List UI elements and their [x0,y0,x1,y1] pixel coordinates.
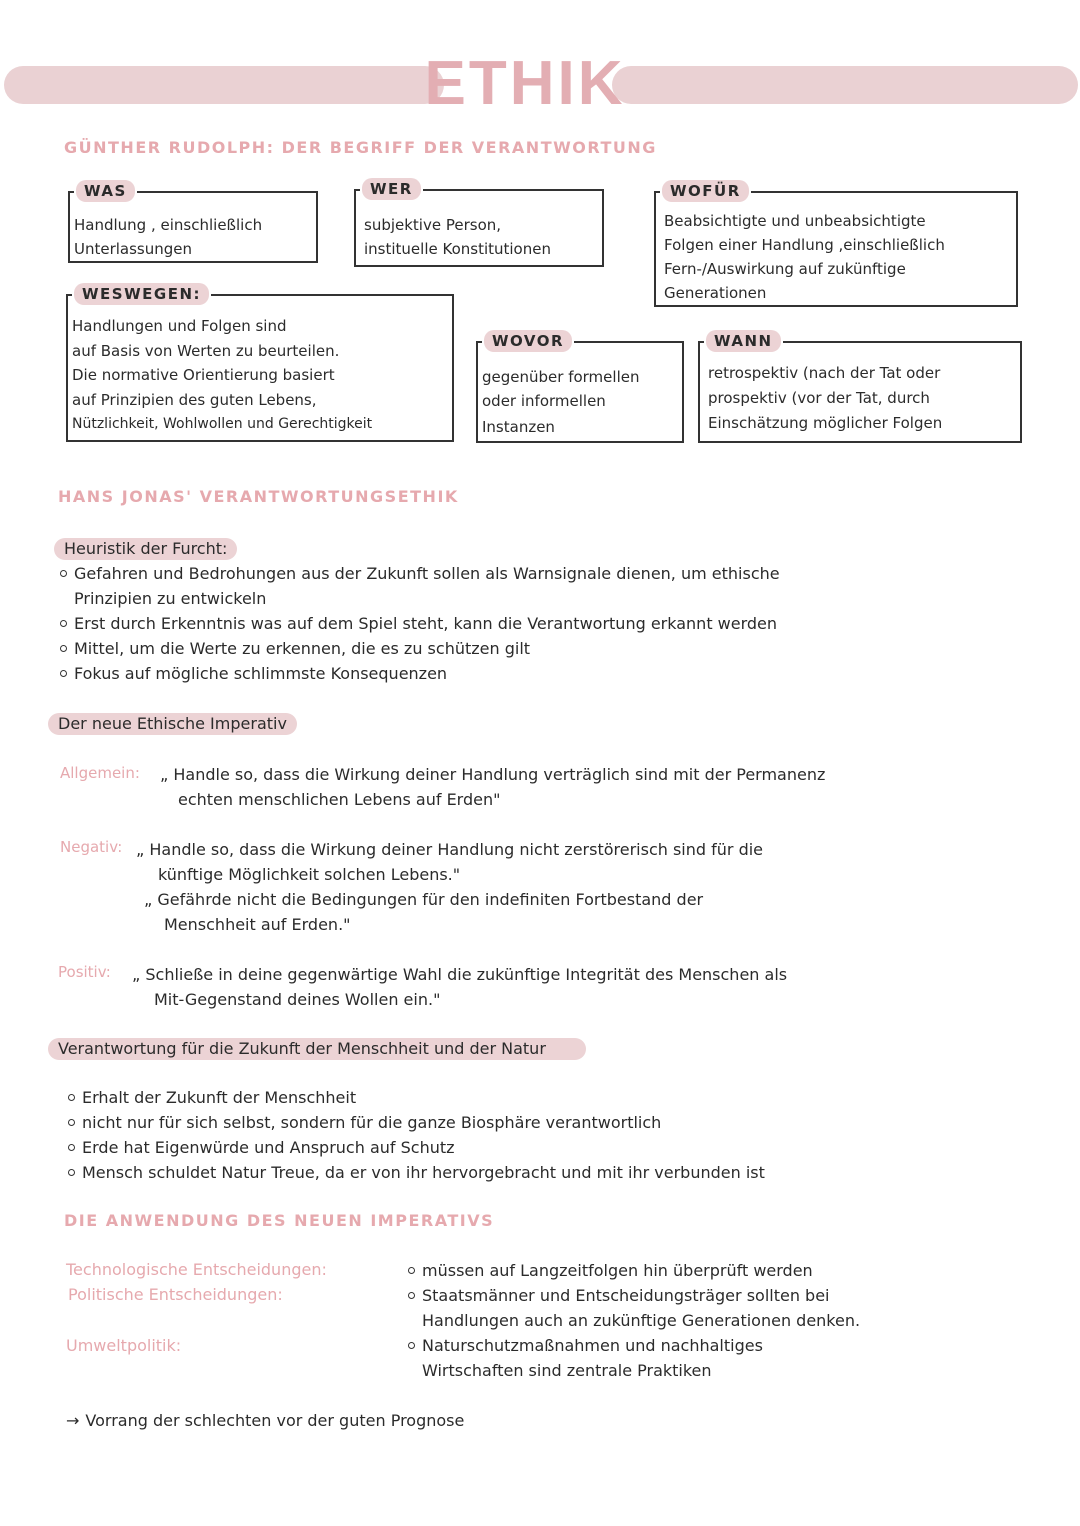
technologie-label: Technologische Entscheidungen: [66,1260,327,1279]
list-item-continuation: Handlungen auch an zukünftige Generationen denken. [422,1311,861,1330]
umwelt-label: Umweltpolitik: [66,1336,182,1355]
negativ-line: künftige Möglichkeit solchen Lebens." [158,865,461,884]
list-item: Erde hat Eigenwürde und Anspruch auf Schutz [66,1135,765,1160]
negativ-line: Menschheit auf Erden." [164,915,351,934]
box-weswegen-line: auf Prinzipien des guten Lebens, [72,391,317,409]
page-title: ETHIK [424,49,626,118]
title-bar-right [612,66,1078,104]
allgemein-label: Allgemein: [60,764,140,782]
box-wer [354,180,604,267]
negativ-line: „ Gefährde nicht die Bedingungen für den indefiniten Fortbestand der [144,890,704,909]
imperativ-label: Der neue Ethische Imperativ [48,713,297,735]
box-wovor-line: Instanzen [482,418,555,436]
box-wovor-label: WOVOR [484,330,572,352]
list-item: nicht nur für sich selbst, sondern für die ganze Biosphäre verantwortlich [66,1110,765,1135]
list-item: Naturschutzmaßnahmen und nachhaltiges [406,1333,860,1358]
box-weswegen-line: Nützlichkeit, Wohlwollen und Gerechtigkeit [72,416,373,432]
box-was-label: WAS [76,180,135,202]
box-wovor-line: oder informellen [482,392,606,410]
list-item: müssen auf Langzeitfolgen hin überprüft werden [406,1258,860,1283]
box-wofuer-line: Folgen einer Handlung ,einschließlich [664,236,945,254]
box-was-line: Unterlassungen [74,240,193,258]
box-weswegen-line: auf Basis von Werten zu beurteilen. [72,342,340,360]
box-wann-line: prospektiv (vor der Tat, durch [708,389,930,407]
box-wann-line: Einschätzung möglicher Folgen [708,414,943,432]
allgemein-line: echten menschlichen Lebens auf Erden" [178,790,501,809]
section-heading-anwendung: DIE ANWENDUNG DES NEUEN IMPERATIVS [64,1211,495,1230]
list-item: Staatsmänner und Entscheidungsträger sollten bei [406,1283,860,1308]
list-item: Mensch schuldet Natur Treue, da er von ihr hervorgebracht und mit ihr verbunden ist [66,1160,765,1185]
list-item-continuation: Prinzipien zu entwickeln [74,589,267,608]
box-wann-label: WANN [706,330,781,352]
box-wer-line: instituelle Konstitutionen [364,240,551,258]
box-weswegen-line: Handlungen und Folgen sind [72,317,287,335]
section-heading-rudolph: GÜNTHER RUDOLPH: DER BEGRIFF DER VERANTWORTUNG [64,138,657,157]
box-was-line: Handlung , einschließlich [74,216,263,234]
title-bar-left [4,66,444,104]
box-wovor [476,332,684,443]
box-weswegen-label: WESWEGEN: [74,283,209,305]
verantwortung-list [66,1085,765,1185]
conclusion [66,1408,464,1433]
list-item-continuation: Wirtschaften sind zentrale Praktiken [422,1361,712,1380]
list-item: Erst durch Erkenntnis was auf dem Spiel steht, kann die Verantwortung erkannt werden [58,611,780,636]
box-wofuer-label: WOFÜR [662,180,749,202]
heuristik-label: Heuristik der Furcht: [54,538,237,560]
conclusion-text: Vorrang der schlechten vor der guten Prognose [85,1411,465,1430]
box-wofuer-line: Beabsichtigte und unbeabsichtigte [664,212,926,230]
box-wer-label: WER [362,178,421,200]
box-wofuer [654,182,1018,307]
negativ-line: „ Handle so, dass die Wirkung deiner Handlung nicht zerstörerisch sind für die [136,840,764,859]
positiv-line: „ Schließe in deine gegenwärtige Wahl die zukünftige Integrität des Menschen als [132,965,788,984]
box-wann [698,332,1022,443]
list-item: Gefahren und Bedrohungen aus der Zukunft sollen als Warnsignale dienen, um ethische [58,561,780,586]
positiv-label: Positiv: [58,963,111,981]
box-wovor-line: gegenüber formellen [482,368,640,386]
list-item: Mittel, um die Werte zu erkennen, die es zu schützen gilt [58,636,780,661]
politik-label: Politische Entscheidungen: [68,1285,283,1304]
arrow-right-icon: → [66,1411,80,1430]
allgemein-line: „ Handle so, dass die Wirkung deiner Handlung verträglich sind mit der Permanenz [160,765,826,784]
verantwortung-label: Verantwortung für die Zukunft der Menschheit und der Natur [48,1038,586,1060]
box-wofuer-line: Generationen [664,284,767,302]
anwendung-list [406,1258,860,1383]
section-heading-jonas: HANS JONAS' VERANTWORTUNGSETHIK [58,487,459,506]
list-item: Erhalt der Zukunft der Menschheit [66,1085,765,1110]
box-weswegen-line: Die normative Orientierung basiert [72,366,335,384]
box-wer-line: subjektive Person, [364,216,502,234]
box-was [68,182,318,263]
heuristik-list [58,561,780,686]
positiv-line: Mit-Gegenstand deines Wollen ein." [154,990,441,1009]
list-item: Fokus auf mögliche schlimmste Konsequenzen [58,661,780,686]
box-wann-line: retrospektiv (nach der Tat oder [708,364,941,382]
box-wofuer-line: Fern-/Auswirkung auf zukünftige [664,260,906,278]
box-weswegen [66,285,454,442]
negativ-label: Negativ: [60,838,123,856]
